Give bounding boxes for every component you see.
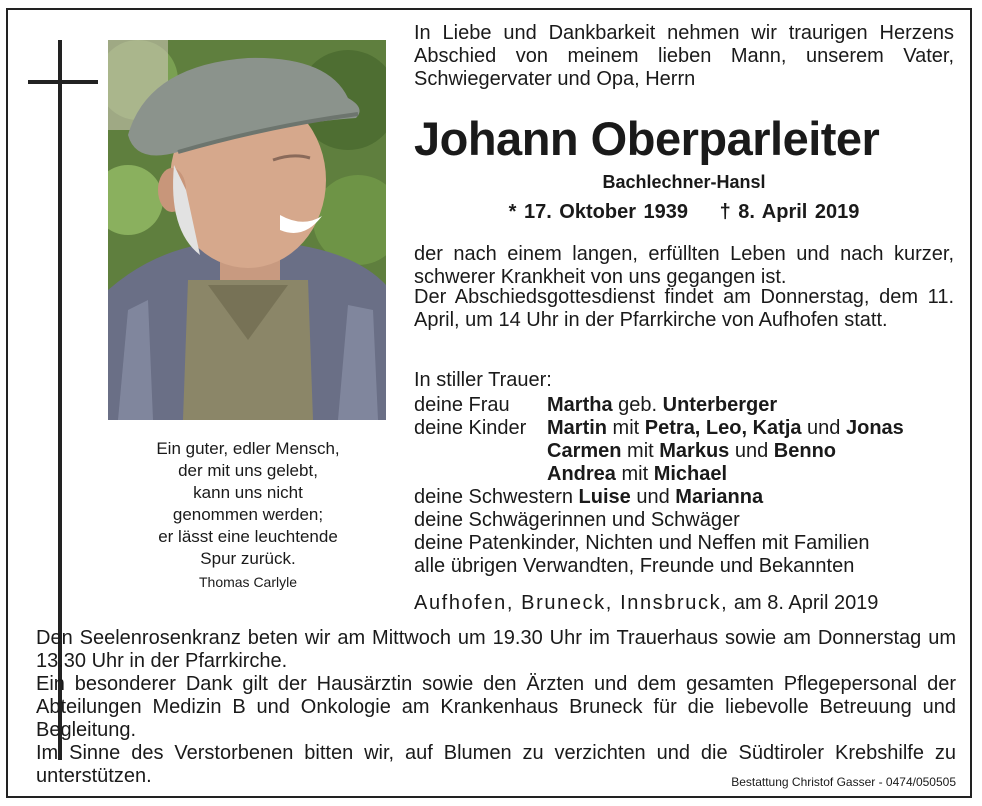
notice-date: am 8. April 2019 — [728, 592, 879, 614]
grandchild-name: Markus — [659, 440, 730, 462]
intro-text: In Liebe und Dankbarkeit nehmen wir traurigen Herzens Abschied von meinem lieben Mann, unserem Vater, Schwiegervater und Opa, Herrn — [414, 22, 954, 90]
child-name: Martin — [547, 417, 607, 439]
wife-maiden-name: Unterberger — [662, 394, 778, 416]
sister-name: Marianna — [675, 486, 764, 508]
family-list — [414, 394, 974, 578]
rosary-text: Den Seelenrosenkranz beten wir am Mittwoch um 19.30 Uhr im Trauerhaus sowie am Donnerstag um 13.30 Uhr in der Pfarrkirche. — [36, 627, 956, 672]
quote-line: genommen werden; — [172, 505, 324, 524]
donation-text: Im Sinne des Verstorbenen bitten wir, auf Blumen zu verzichten und die Südtiroler Krebshilfe zu unterstützen. — [36, 742, 956, 787]
child-name: Carmen — [547, 440, 622, 462]
family-label: deine Kinder — [414, 417, 527, 439]
life-dates — [414, 201, 954, 224]
family-row-godchildren: deine Patenkinder, Nichten und Neffen mit Familien — [414, 532, 870, 554]
quote-block — [108, 438, 388, 592]
family-row-sisters: deine Schwestern Luise und Marianna — [414, 486, 764, 508]
place-date — [414, 592, 954, 615]
family-row-child2: Carmen mit Markus und Benno — [547, 440, 836, 462]
family-row-children: deine Kinder Martin mit Petra, Leo, Katja und Jonas — [414, 417, 904, 439]
quote-line: Ein guter, edler Mensch, — [156, 439, 340, 458]
family-label: deine Schwestern — [414, 486, 579, 508]
quote-author: Thomas Carlyle — [198, 574, 298, 590]
death-date: † 8. April 2019 — [719, 201, 860, 223]
grandchild-name: Benno — [773, 440, 836, 462]
family-label: deine Frau — [414, 394, 510, 416]
cross-icon-bar — [28, 80, 98, 84]
family-row-others: alle übrigen Verwandten, Freunde und Bekannten — [414, 555, 855, 577]
nickname: Bachlechner-Hansl — [602, 172, 766, 192]
quote-line: der mit uns gelebt, — [178, 461, 318, 480]
quote-line: Spur zurück. — [200, 549, 296, 568]
closing-text — [36, 627, 956, 788]
quote-line: kann uns nicht — [193, 483, 303, 502]
place-names: Aufhofen, Bruneck, Innsbruck, — [414, 592, 729, 614]
wife-name: Martha — [547, 394, 613, 416]
grandchild-name: Jonas — [845, 417, 904, 439]
sister-name: Luise — [578, 486, 631, 508]
child-name: Andrea — [547, 463, 616, 485]
birth-date: * 17. Oktober 1939 — [508, 201, 689, 223]
mourning-intro: In stiller Trauer: — [414, 369, 552, 391]
service-text: Der Abschiedsgottesdienst findet am Donnerstag, dem 11. April, um 14 Uhr in der Pfarrkirche von Aufhofen statt. — [414, 286, 954, 331]
family-row-wife: deine Frau Martha geb. Unterberger — [414, 394, 778, 416]
passing-text: der nach einem langen, erfüllten Leben und nach kurzer, schwerer Krankheit von uns gegangen ist. — [414, 243, 954, 288]
family-row-child3: Andrea mit Michael — [547, 463, 728, 485]
grandchildren-names: Petra, Leo, Katja — [644, 417, 802, 439]
family-row-in-laws: deine Schwägerinnen und Schwäger — [414, 509, 740, 531]
portrait-photo — [108, 40, 386, 420]
grandchild-name: Michael — [653, 463, 728, 485]
thanks-text: Ein besonderer Dank gilt der Hausärztin sowie den Ärzten und dem gesamten Pflegepersonal der Abteilungen Medizin B und Onkologie am Krankenhaus Bruneck für die liebevolle Betreuung und Begleitung. — [36, 673, 956, 741]
quote-line: er lässt eine leuchtende — [158, 527, 338, 546]
funeral-home: Bestattung Christof Gasser - 0474/050505 — [731, 775, 956, 789]
deceased-name: Johann Oberparleiter — [414, 112, 880, 165]
